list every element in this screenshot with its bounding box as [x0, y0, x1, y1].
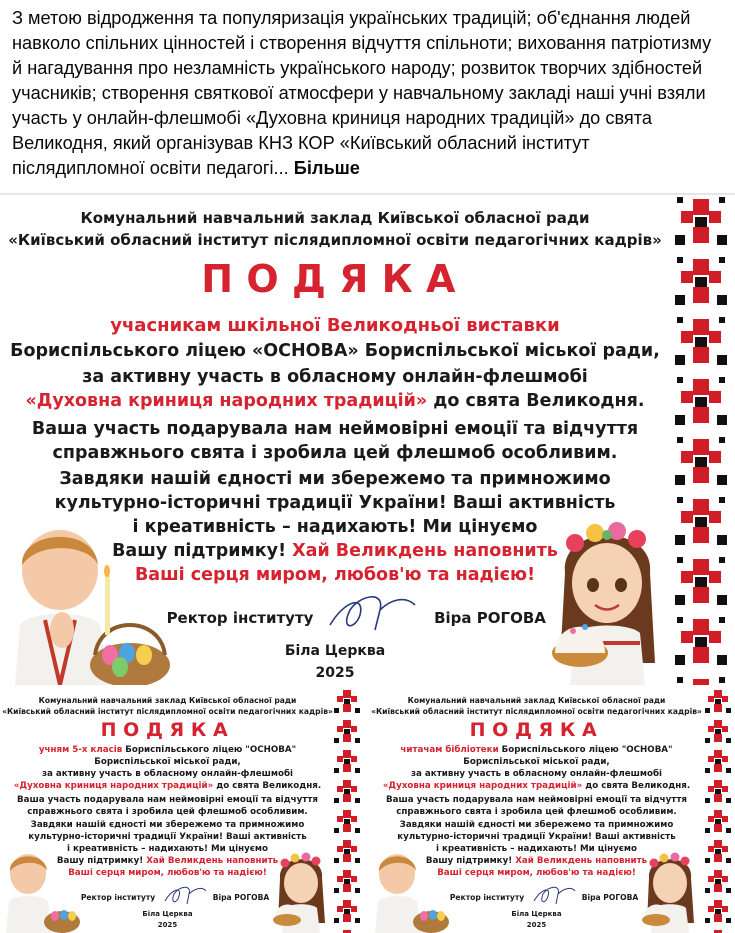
cert-flashmob-name: «Духовна криниця народних традицій»	[382, 781, 583, 791]
post-body: З метою відродження та популяризація українських традицій; об'єднання людей навколо спільних цінностей і створення відчуття спільноти; виховання патріотизму й нагадування про незламність українського народу; розвиток творчих здібностей учасників; створення святкової атмосфери у навчальному закладі наші учні взяли участь у онлайн-флешмобі «Духовна криниця народних традицій» до свята Великодня, який організував КНЗ КОР «Київський обласний інститут післядипломної освіти педагогі...	[12, 8, 712, 178]
cert-line-head: Вашу підтримку!	[425, 856, 513, 866]
cert-sign-left: Ректор інституту	[166, 609, 314, 627]
cert-org-line1: Комунальний навчальний заклад Київської обласної ради	[38, 696, 297, 705]
cert-sign-left: Ректор інституту	[80, 893, 156, 902]
certificate-image-main[interactable]	[0, 195, 735, 685]
boy-praying-illustration	[369, 846, 449, 933]
cert-line: Ваша участь подарувала нам неймовірні емоції та відчуття	[386, 795, 687, 805]
cert-line: Ваша участь подарувала нам неймовірні емоції та відчуття	[31, 419, 639, 439]
see-more-link[interactable]: Більше	[293, 158, 360, 178]
girl-with-paska-illustration	[270, 848, 332, 933]
boy-praying-illustration	[0, 846, 80, 933]
cert-city: Біла Церква	[511, 910, 562, 918]
girl-with-paska-illustration	[639, 848, 701, 933]
cert-year: 2025	[157, 921, 178, 929]
cert-line: Завдяки нашій єдності ми збережемо та примножимо	[30, 820, 305, 830]
cert-line: справжнього свята і зробила цей флешмоб особливим.	[396, 807, 677, 817]
cert-sign-right: Віра РОГОВА	[212, 893, 270, 902]
cert-line: Бориспільської міської ради,	[94, 757, 241, 767]
cert-line	[0, 781, 335, 791]
cert-line: культурно-історичні традиції України! Ваші активність	[54, 493, 616, 513]
cert-wish: Хай Великдень наповнить	[286, 541, 558, 561]
cert-sign-right: Віра РОГОВА	[581, 893, 639, 902]
ukrainian-ornament-border	[673, 195, 729, 685]
cert-line: за активну участь в обласному онлайн-флешмобі	[411, 769, 662, 779]
cert-org-line2: «Київський обласний інститут післядипломної освіти педагогічних кадрів»	[8, 231, 662, 249]
cert-recipient-rest: Бориспільського ліцею "ОСНОВА"	[498, 745, 673, 755]
cert-org-line1: Комунальний навчальний заклад Київської обласної ради	[80, 209, 590, 227]
cert-city: Біла Церква	[284, 643, 386, 659]
cert-title: ПОДЯКА	[201, 257, 469, 301]
cert-line	[369, 781, 704, 791]
cert-recipient-line	[0, 745, 335, 755]
cert-wish: Хай Великдень наповнить	[512, 856, 648, 866]
boy-praying-illustration	[0, 515, 170, 685]
cert-line: і креативність – надихають! Ми цінуємо	[132, 517, 538, 537]
cert-line: Ваша участь подарувала нам неймовірні емоції та відчуття	[17, 795, 318, 805]
post-text	[12, 6, 724, 181]
cert-recipient: учасникам шкільної Великодньої виставки	[110, 315, 560, 336]
cert-line-head: Вашу підтримку!	[112, 541, 287, 561]
cert-line: Ваші серця миром, любов'ю та надією!	[437, 868, 636, 878]
cert-org-line1: Комунальний навчальний заклад Київської обласної ради	[407, 696, 666, 705]
cert-line: Завдяки нашій єдності ми збережемо та примножимо	[59, 469, 611, 489]
cert-line: і креативність – надихають! Ми цінуємо	[436, 844, 637, 854]
ukrainian-ornament-border	[704, 688, 732, 933]
cert-line: справжнього свята і зробила цей флешмоб особливим.	[27, 807, 308, 817]
cert-flashmob-name: «Духовна криниця народних традицій»	[13, 781, 214, 791]
cert-line: Ваші серця миром, любов'ю та надією!	[68, 868, 267, 878]
cert-title: ПОДЯКА	[469, 719, 604, 741]
signature-icon	[162, 884, 208, 908]
cert-title: ПОДЯКА	[100, 719, 235, 741]
signature-icon	[325, 590, 420, 640]
cert-line: Завдяки нашій єдності ми збережемо та примножимо	[399, 820, 674, 830]
cert-line: Бориспільської міської ради,	[463, 757, 610, 767]
cert-flashmob-name: «Духовна криниця народних традицій»	[25, 391, 428, 411]
cert-line	[0, 391, 670, 411]
cert-year: 2025	[315, 665, 355, 681]
cert-recipient: учням 5-х класів	[38, 745, 123, 755]
cert-sign-right: Віра РОГОВА	[434, 609, 546, 627]
cert-recipient-line	[369, 745, 704, 755]
cert-recipient-rest: Бориспільського ліцею "ОСНОВА"	[122, 745, 297, 755]
cert-org-line2: «Київський обласний інститут післядипломної освіти педагогічних кадрів»	[2, 707, 333, 716]
cert-wish: Хай Великдень наповнить	[143, 856, 279, 866]
certificate-image-grade5[interactable]	[0, 688, 364, 933]
cert-line-tail: до свята Великодня.	[213, 781, 322, 791]
cert-line: Ваші серця миром, любов'ю та надією!	[134, 565, 536, 585]
cert-recipient: читачам бібліотеки	[400, 745, 499, 755]
cert-line: культурно-історичні традиції України! Ваші активність	[28, 832, 307, 842]
cert-line-tail: до свята Великодня.	[427, 391, 645, 411]
girl-with-paska-illustration	[545, 513, 670, 685]
cert-line: за активну участь в обласному онлайн-флешмобі	[42, 769, 293, 779]
cert-org-line2: «Київський обласний інститут післядипломної освіти педагогічних кадрів»	[371, 707, 702, 716]
cert-year: 2025	[526, 921, 547, 929]
signature-icon	[531, 884, 577, 908]
cert-line: культурно-історичні традиції України! Ваші активність	[397, 832, 676, 842]
cert-line-head: Вашу підтримку!	[56, 856, 144, 866]
cert-line: і креативність – надихають! Ми цінуємо	[67, 844, 268, 854]
cert-line: Бориспільського ліцею «ОСНОВА» Бориспільської міської ради,	[10, 341, 660, 361]
cert-line: за активну участь в обласному онлайн-флешмобі	[82, 367, 588, 387]
cert-city: Біла Церква	[142, 910, 193, 918]
ukrainian-ornament-border	[333, 688, 361, 933]
certificate-image-library[interactable]	[369, 688, 735, 933]
cert-line: справжнього свята і зробила цей флешмоб особливим.	[52, 443, 618, 463]
cert-sign-left: Ректор інституту	[449, 893, 525, 902]
cert-line-tail: до свята Великодня.	[582, 781, 691, 791]
